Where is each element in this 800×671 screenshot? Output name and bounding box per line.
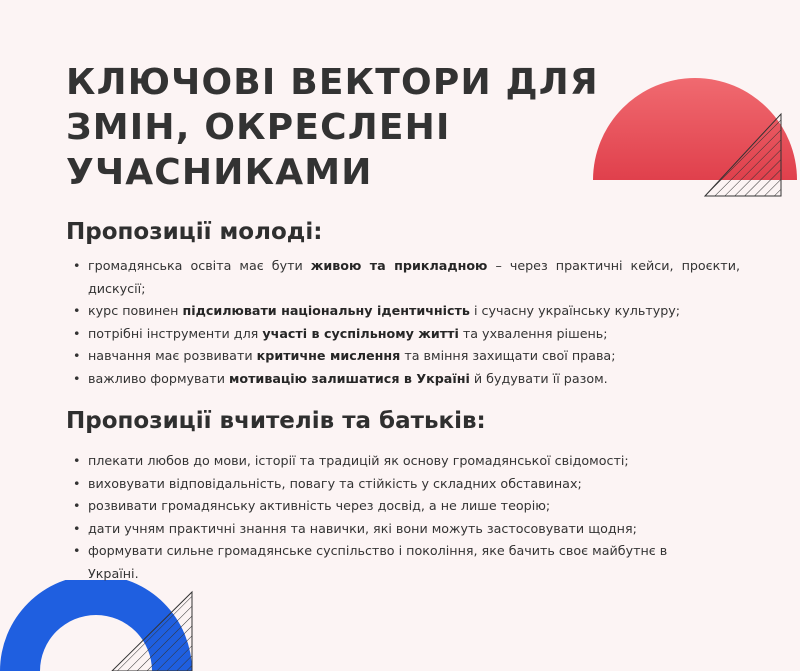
list-item: • розвивати громадянську активність через досвід, а не лише теорію; [72,495,682,518]
list-item: • дати учням практичні знання та навички, які вони можуть застосовувати щодня; [72,518,682,541]
list-item: • потрібні інструменти для участі в суспільному житті та ухвалення рішень; [72,323,740,346]
youth-proposals-list [72,255,740,390]
list-item: • громадянська освіта має бути живою та прикладною – через практичні кейси, проєкти, дискусії; [72,255,740,300]
list-item: • формувати сильне громадянське суспільство і покоління, яке бачить своє майбутнє в Україні. [72,540,682,585]
page-title: КЛЮЧОВІ ВЕКТОРИ ДЛЯ ЗМІН, ОКРЕСЛЕНІ УЧАСНИКАМИ [66,62,599,193]
list-item: • важливо формувати мотивацію залишатися в Україні й будувати її разом. [72,368,740,391]
list-item: • плекати любов до мови, історії та традицій як основу громадянської свідомості; [72,450,682,473]
adults-proposals-list [72,450,682,585]
list-item: • навчання має розвивати критичне мислення та вміння захищати свої права; [72,345,740,368]
adults-proposals-heading: Пропозиції вчителів та батьків: [66,408,486,434]
list-item: • виховувати відповідальність, повагу та стійкість у складних обставинах; [72,473,682,496]
blue-arc-decoration [0,580,215,671]
list-item: • курс повинен підсилювати національну ідентичність і сучасну українську культуру; [72,300,740,323]
youth-proposals-heading: Пропозиції молоді: [66,219,323,245]
